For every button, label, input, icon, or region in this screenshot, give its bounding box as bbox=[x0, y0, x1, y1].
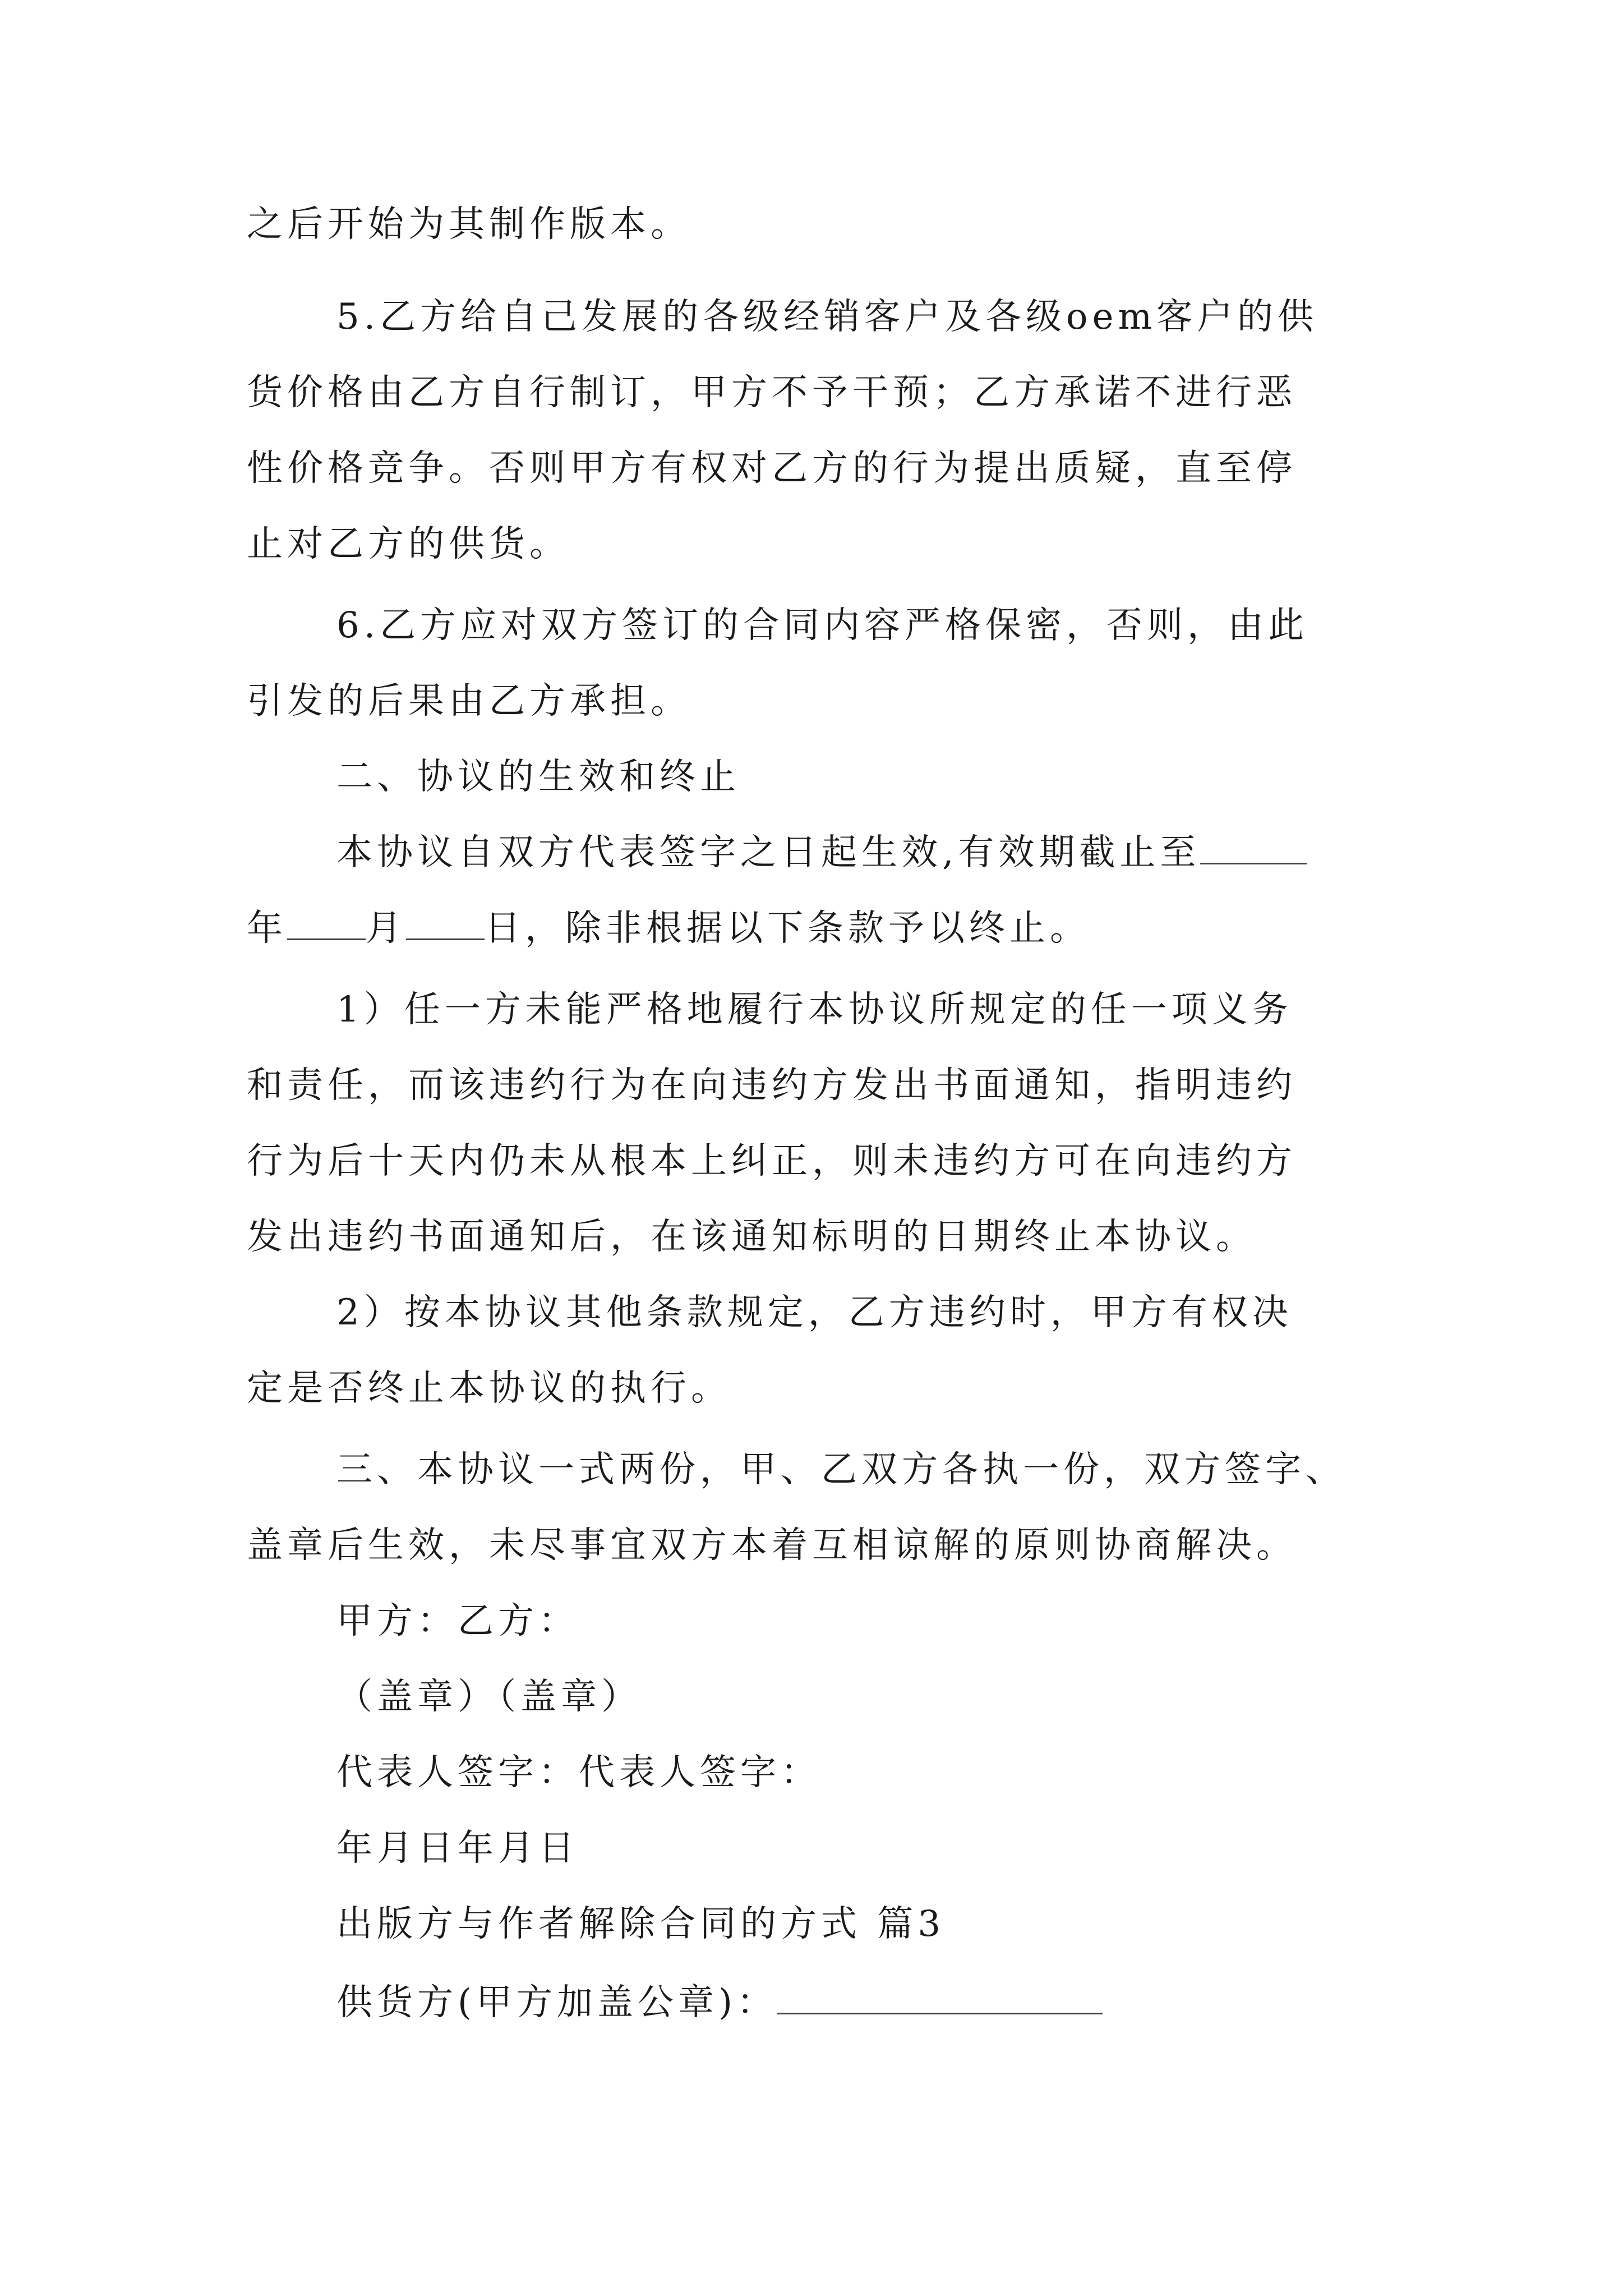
text-line: 和责任，而该违约行为在向违约方发出书面通知，指明违约 bbox=[247, 1065, 1297, 1106]
date-blank bbox=[1200, 830, 1307, 864]
text-line bbox=[336, 830, 1307, 875]
supplier-label: 供货方(甲方加盖公章)： bbox=[336, 1982, 777, 2023]
text-line: 6.乙方应对双方签订的合同内容严格保密，否则，由此 bbox=[336, 605, 1309, 646]
text-segment: 本协议自双方代表签字之日起生效,有效期截止至 bbox=[336, 832, 1201, 873]
text-segment: 月 bbox=[366, 908, 406, 949]
representative-label: 代表人签字：代表人签字： bbox=[336, 1752, 821, 1793]
text-line: 性价格竞争。否则甲方有权对乙方的行为提出质疑，直至停 bbox=[247, 448, 1297, 489]
text-line: 行为后十天内仍未从根本上纠正，则未违约方可在向违约方 bbox=[247, 1140, 1297, 1182]
text-segment: 年 bbox=[247, 908, 287, 949]
text-segment: 日，除非根据以下条款予以终止。 bbox=[485, 908, 1090, 949]
date-blank bbox=[406, 906, 485, 940]
text-line: 5.乙方给自己发展的各级经销客户及各级oem客户的供 bbox=[336, 296, 1318, 338]
section-heading: 二、协议的生效和终止 bbox=[336, 756, 740, 798]
text-line: 止对乙方的供货。 bbox=[247, 523, 570, 565]
text-line bbox=[336, 1980, 1103, 2025]
text-line: 发出违约书面通知后，在该通知标明的日期终止本协议。 bbox=[247, 1216, 1256, 1258]
text-line bbox=[247, 906, 1090, 951]
text-line: 2）按本协议其他条款规定，乙方违约时，甲方有权决 bbox=[336, 1292, 1293, 1333]
section-title: 出版方与作者解除合同的方式 篇3 bbox=[336, 1903, 946, 1945]
text-line: 盖章后生效，未尽事宜双方本着互相谅解的原则协商解决。 bbox=[247, 1525, 1297, 1566]
text-line: 货价格由乙方自行制订，甲方不予干预；乙方承诺不进行恶 bbox=[247, 372, 1297, 413]
seal-label: （盖章）（盖章） bbox=[336, 1676, 642, 1718]
date-blank bbox=[287, 906, 366, 940]
text-line: 1）任一方未能严格地履行本协议所规定的任一项义务 bbox=[336, 989, 1293, 1030]
signature-label: 甲方：乙方： bbox=[336, 1600, 579, 1642]
text-line: 之后开始为其制作版本。 bbox=[247, 204, 691, 245]
text-line: 三、本协议一式两份，甲、乙双方各执一份，双方签字、 bbox=[336, 1449, 1346, 1490]
text-line: 定是否终止本协议的执行。 bbox=[247, 1368, 731, 1409]
text-line: 引发的后果由乙方承担。 bbox=[247, 680, 691, 722]
date-label: 年月日年月日 bbox=[336, 1828, 579, 1869]
signature-blank bbox=[777, 1980, 1103, 2014]
